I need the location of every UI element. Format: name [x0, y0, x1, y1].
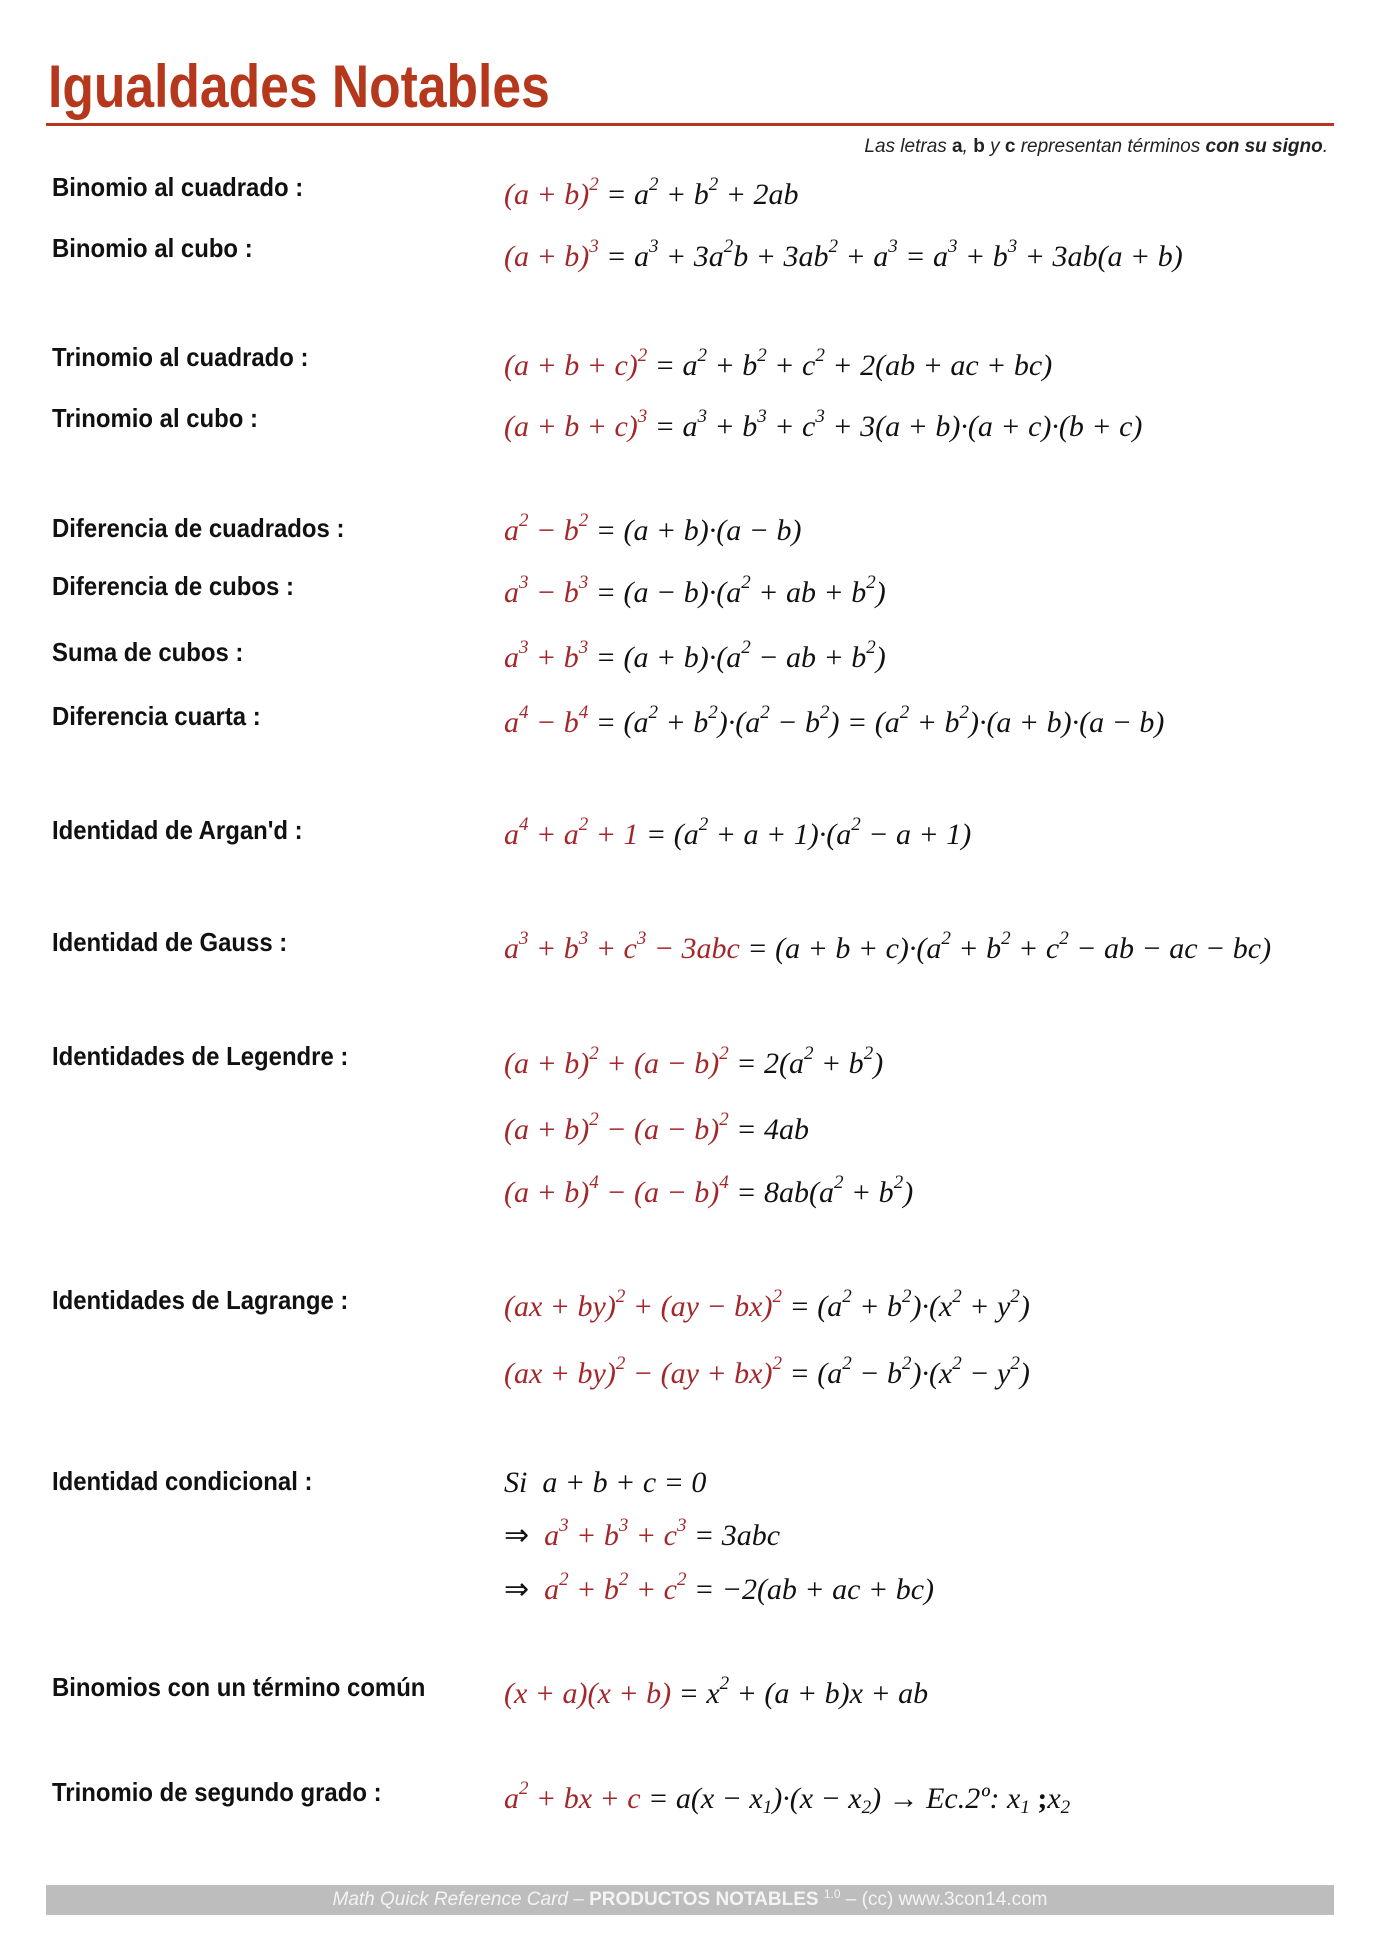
title-divider	[46, 123, 1334, 126]
formula-trinomio-cuadrado: $(a + b + c)^2 = a^2 + b^2 + c^2 + 2(ab$ + ac + bc)	[504, 344, 1053, 382]
formula-argand: $a^4 + a^2 + 1 = (a^2 + a + 1)\cdot(a^2 - a + 1)$	[504, 813, 972, 851]
formula-diferencia-cuadrados: $a^2 - b^2 = (a + b)\cdot(a - b)$	[504, 509, 802, 547]
formula-legendre-2: $(a + b)^2 - (a - b)^2 = 4ab$	[504, 1108, 809, 1146]
formula-diferencia-cuarta: $a^4 - b^4 = (a^2 + b^2)\cdot(a^2 - b^2) = (a^2 + b^2)\cdot(a + b)\cdot(a - b)$	[504, 701, 1165, 739]
note-end: .	[1322, 136, 1328, 157]
footer-version: 1.0	[823, 1886, 841, 1901]
formula-condicional-si: Si a + b + c = 0	[504, 1466, 707, 1499]
page-title: Igualdades Notables	[48, 53, 550, 120]
label-suma-cubos: Suma de cubos :	[52, 637, 244, 667]
label-legendre: Identidades de Legendre :	[52, 1041, 349, 1071]
label-condicional: Identidad condicional :	[52, 1466, 313, 1496]
footer-card: Math Quick Reference Card –	[332, 1889, 590, 1910]
formula-trinomio-cubo: $(a + b + c)^3 = a^3 + b^3 + c^3 + 3(a + b)\cdot(a + c)\cdot(b + c)$	[504, 405, 1143, 443]
note-con-su-signo: con su signo	[1205, 136, 1323, 157]
formula-legendre-1: $(a + b)^2 + (a - b)^2 = 2(a^2 + b^2)$	[504, 1042, 884, 1080]
formula-binomios-termino-comun: $(x + a)(x + b) = x^2 + (a + b)x$ + ab	[504, 1672, 929, 1710]
note-comma: ,	[962, 136, 974, 157]
note-y: y	[984, 136, 1005, 157]
label-identidad-argand: Identidad de Argan'd :	[52, 815, 303, 845]
note-middle: representan términos	[1015, 136, 1206, 157]
formula-legendre-3: $(a + b)^4 - (a - b)^4 = 8ab(a^2 + b^2)$	[504, 1171, 914, 1209]
formula-suma-cubos: $a^3 + b^3 = (a + b)\cdot(a^2$ − ab + $b^2$)	[504, 636, 886, 674]
formula-trinomio-segundo-grado: $a^2$ + bx + $c = a(x - x_1)\cdot(x - x_2)$ → Ec.2º: $x_1$ $;x_2$	[504, 1777, 1071, 1818]
formula-gauss: $a^3 + b^3 + c^3 - 3abc = (a + b + c)\cdot(a^2 + b^2 + c^2$ − ab − ac − bc)	[504, 927, 1272, 965]
formula-condicional-cuadrados: ⇒ $a^2 + b^2 + c^2 = -2(ab$ + ac + bc)	[504, 1568, 935, 1606]
sign-note	[864, 136, 1328, 158]
label-diferencia-cubos: Diferencia de cubos :	[52, 571, 294, 601]
footer-bar	[46, 1885, 1334, 1915]
label-identidad-gauss: Identidad de Gauss :	[52, 927, 288, 957]
formula-lagrange-2: $(ax + by)^2 - (ay + bx)^2 = (a^2 - b^2)\cdot(x^2 - y^2)$	[504, 1352, 1030, 1390]
formula-binomio-cubo: $(a + b)^3 = a^3 + 3a^2b + 3ab^2 + a^3 = a^3 + b^3 + 3ab(a + b)$	[504, 235, 1183, 273]
label-diferencia-cuarta: Diferencia cuarta :	[52, 701, 261, 731]
note-a: a	[952, 136, 963, 157]
label-lagrange: Identidades de Lagrange :	[52, 1285, 349, 1315]
footer-site: – (cc) www.3con14.com	[840, 1889, 1048, 1910]
note-c: c	[1004, 136, 1016, 157]
footer-topic: PRODUCTOS NOTABLES	[589, 1889, 819, 1910]
label-diferencia-cuadrados: Diferencia de cuadrados :	[52, 513, 345, 543]
formula-condicional-cubos: ⇒ $a^3 + b^3 + c^3 = 3abc$	[504, 1514, 781, 1552]
formula-lagrange-1: $(ax + by)^2 + (ay - bx)^2 = (a^2 + b^2)\cdot(x^2 + y^2)$	[504, 1285, 1030, 1323]
label-trinomio-cuadrado: Trinomio al cuadrado :	[52, 342, 309, 372]
label-trinomio-segundo-grado: Trinomio de segundo grado :	[52, 1777, 382, 1807]
formula-diferencia-cubos: $a^3 - b^3 = (a - b)\cdot(a^2$ + ab + $b^2$)	[504, 571, 886, 609]
note-prefix: Las letras	[864, 136, 953, 157]
formula-binomio-cuadrado: $(a + b)^2 = a^2 + b^2 + 2ab$	[504, 173, 799, 211]
label-trinomio-cubo: Trinomio al cubo :	[52, 403, 258, 433]
label-binomios-termino-comun: Binomios con un término común	[52, 1672, 426, 1702]
note-b: b	[973, 136, 985, 157]
label-binomio-cuadrado: Binomio al cuadrado :	[52, 172, 304, 202]
label-binomio-cubo: Binomio al cubo :	[52, 233, 253, 263]
